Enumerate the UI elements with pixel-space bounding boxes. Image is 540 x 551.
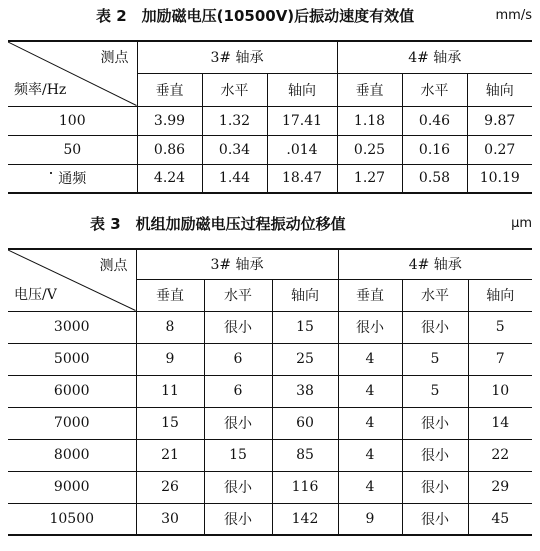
table-cell: 7 xyxy=(468,343,532,375)
table2-subheader: 垂直 xyxy=(137,73,202,106)
table-cell: 4 xyxy=(338,407,402,439)
table-row xyxy=(8,135,532,164)
table-cell: 26 xyxy=(136,471,204,503)
table-cell: 6 xyxy=(204,343,272,375)
table3-subheader: 水平 xyxy=(204,279,272,311)
table-row xyxy=(8,164,532,193)
table3-unit: μm xyxy=(511,216,532,231)
table-cell: 9000 xyxy=(8,471,136,503)
table-cell: 很小 xyxy=(204,311,272,343)
table-cell: 4 xyxy=(338,439,402,471)
table-cell: 很小 xyxy=(204,471,272,503)
table2-corner-top: 测点 xyxy=(100,50,129,66)
table2-subheader: 水平 xyxy=(402,73,467,106)
table2-corner-bottom: 频率/Hz xyxy=(14,81,67,98)
table-cell: 5 xyxy=(468,311,532,343)
print-speck xyxy=(50,172,52,174)
table-row xyxy=(8,375,532,407)
table-cell: 很小 xyxy=(338,311,402,343)
table-cell: 0.25 xyxy=(337,135,402,164)
table-cell: 0.46 xyxy=(402,106,467,135)
table-cell: 0.34 xyxy=(202,135,267,164)
table-cell: 4 xyxy=(338,343,402,375)
table-cell: 116 xyxy=(272,471,338,503)
table-cell: 3000 xyxy=(8,311,136,343)
table2-subheader: 轴向 xyxy=(267,73,337,106)
table-cell: 很小 xyxy=(402,503,468,535)
table3-group-header: 4# 轴承 xyxy=(338,249,532,279)
table-cell: 0.58 xyxy=(402,164,467,193)
table-cell: 15 xyxy=(136,407,204,439)
table-cell: 9 xyxy=(136,343,204,375)
table2-group-header: 3# 轴承 xyxy=(137,41,337,73)
table3-subheader: 轴向 xyxy=(272,279,338,311)
table-cell: 6 xyxy=(204,375,272,407)
table-cell: 很小 xyxy=(402,407,468,439)
table3-title: 表 3 机组加励磁电压过程振动位移值 xyxy=(90,215,346,233)
table3-subheader: 水平 xyxy=(402,279,468,311)
table-cell: 11 xyxy=(136,375,204,407)
table-cell: 4 xyxy=(338,471,402,503)
table2-group-header: 4# 轴承 xyxy=(337,41,532,73)
table2-unit: mm/s xyxy=(495,8,532,23)
table-cell: 15 xyxy=(204,439,272,471)
table3-subheader: 垂直 xyxy=(136,279,204,311)
table-cell: 10500 xyxy=(8,503,136,535)
table-cell: 6000 xyxy=(8,375,136,407)
table-cell: 100 xyxy=(8,106,137,135)
table-row xyxy=(8,106,532,135)
table-cell: 10 xyxy=(468,375,532,407)
table-cell: 17.41 xyxy=(267,106,337,135)
table-cell: 0.86 xyxy=(137,135,202,164)
table-cell: 0.27 xyxy=(467,135,532,164)
table3-corner-top: 测点 xyxy=(99,258,128,274)
table-cell: .014 xyxy=(267,135,337,164)
table-cell: 85 xyxy=(272,439,338,471)
table-cell: 21 xyxy=(136,439,204,471)
table-cell: 3.99 xyxy=(137,106,202,135)
table-cell: 22 xyxy=(468,439,532,471)
table-cell: 1.32 xyxy=(202,106,267,135)
table-cell: 45 xyxy=(468,503,532,535)
table-cell: 0.16 xyxy=(402,135,467,164)
table3-subheader: 轴向 xyxy=(468,279,532,311)
table-cell: 10.19 xyxy=(467,164,532,193)
table-cell: 30 xyxy=(136,503,204,535)
table-cell: 很小 xyxy=(204,407,272,439)
table-cell: 1.44 xyxy=(202,164,267,193)
table-row xyxy=(8,439,532,471)
table-cell: 8000 xyxy=(8,439,136,471)
table-cell: 很小 xyxy=(402,439,468,471)
table3 xyxy=(8,248,532,536)
table-cell: 很小 xyxy=(402,311,468,343)
table-cell: 60 xyxy=(272,407,338,439)
table2-subheader: 轴向 xyxy=(467,73,532,106)
table-cell: 9.87 xyxy=(467,106,532,135)
table2-subheader: 垂直 xyxy=(337,73,402,106)
table-cell: 14 xyxy=(468,407,532,439)
table2-title: 表 2 加励磁电压(10500V)后振动速度有效值 xyxy=(96,7,415,25)
table-cell: 1.18 xyxy=(337,106,402,135)
table-row xyxy=(8,503,532,535)
table-cell: 9 xyxy=(338,503,402,535)
table-cell: 15 xyxy=(272,311,338,343)
table-cell: 142 xyxy=(272,503,338,535)
table3-corner-bottom: 电压/V xyxy=(14,286,57,303)
table-cell: 5000 xyxy=(8,343,136,375)
table-cell: 29 xyxy=(468,471,532,503)
table-cell: 8 xyxy=(136,311,204,343)
table-cell: 通频 xyxy=(8,164,137,193)
table2 xyxy=(8,40,532,194)
table-cell: 5 xyxy=(402,343,468,375)
table-cell: 很小 xyxy=(204,503,272,535)
table-cell: 4 xyxy=(338,375,402,407)
table3-group-header: 3# 轴承 xyxy=(136,249,338,279)
table-cell: 38 xyxy=(272,375,338,407)
table-cell: 4.24 xyxy=(137,164,202,193)
table-row xyxy=(8,343,532,375)
table-row xyxy=(8,311,532,343)
table-cell: 很小 xyxy=(402,471,468,503)
table2-subheader: 水平 xyxy=(202,73,267,106)
table-row xyxy=(8,407,532,439)
table-cell: 18.47 xyxy=(267,164,337,193)
table-cell: 5 xyxy=(402,375,468,407)
table-cell: 50 xyxy=(8,135,137,164)
table-cell: 1.27 xyxy=(337,164,402,193)
table2-corner-cell xyxy=(8,41,137,106)
table3-subheader: 垂直 xyxy=(338,279,402,311)
table-row xyxy=(8,471,532,503)
table-cell: 25 xyxy=(272,343,338,375)
table3-corner-cell xyxy=(8,249,136,311)
table-cell: 7000 xyxy=(8,407,136,439)
